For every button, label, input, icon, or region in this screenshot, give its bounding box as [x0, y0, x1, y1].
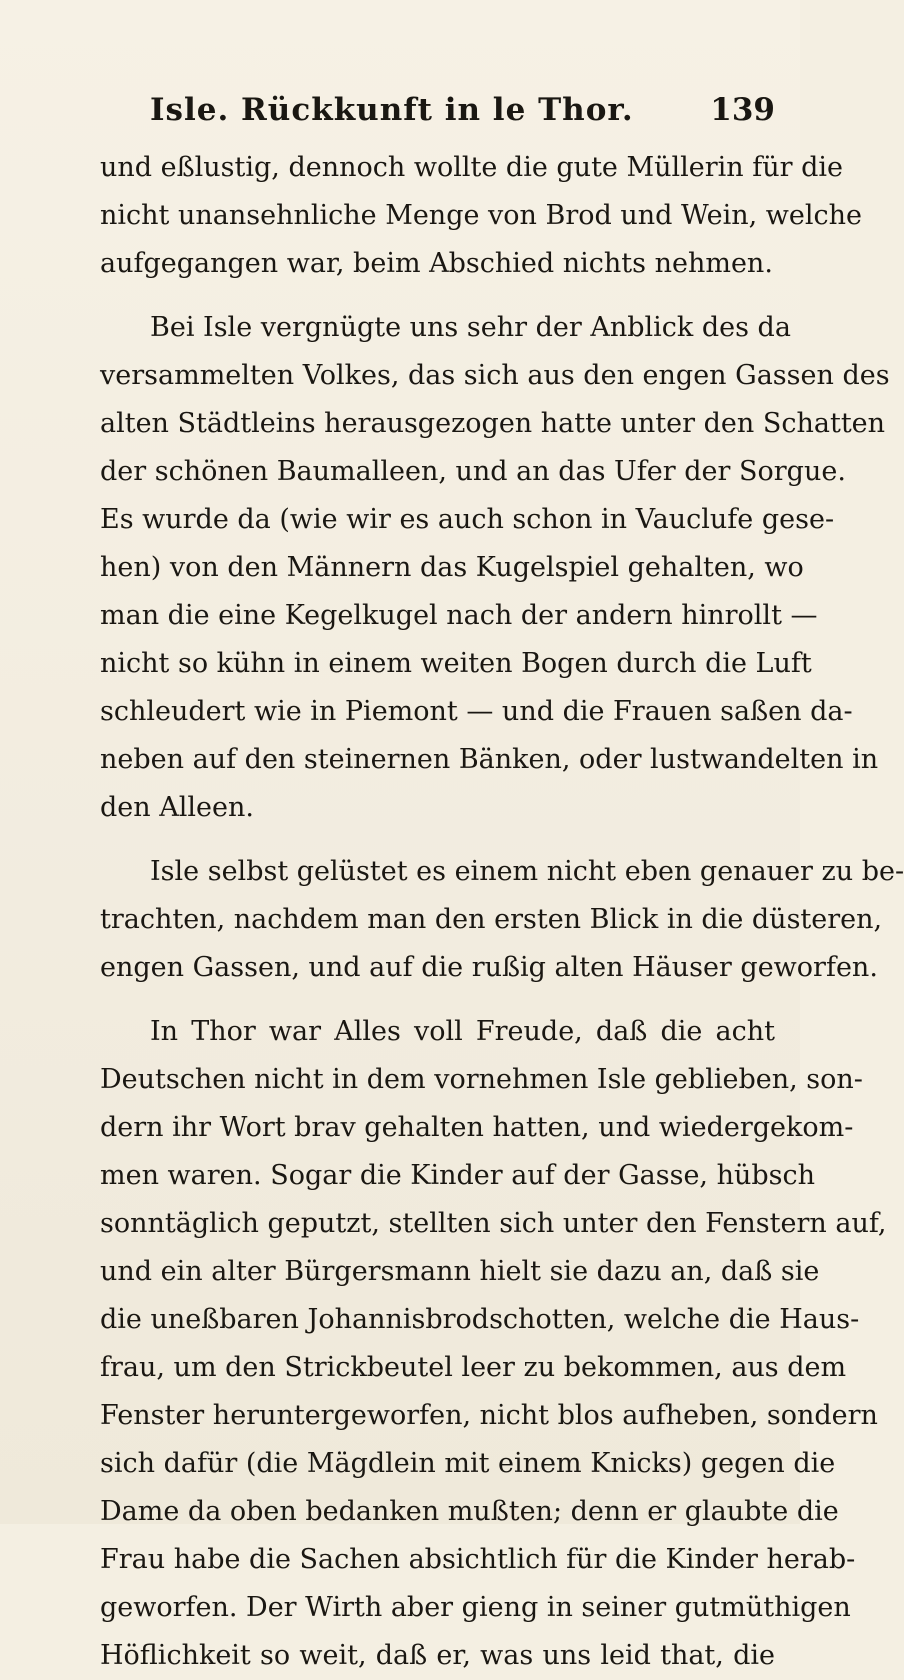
text-line: versammelten Volkes, das sich aus den engen Gassen des: [100, 360, 890, 391]
text-line: sich dafür (die Mägdlein mit einem Knicks) gegen die: [100, 1448, 836, 1479]
paragraph: [100, 304, 890, 832]
text-line: sonntäglich geputzt, stellten sich unter den Fenstern auf,: [100, 1208, 887, 1239]
text-line: trachten, nachdem man den ersten Blick in die düsteren,: [100, 904, 883, 935]
text-line: hen) von den Männern das Kugelspiel gehalten, wo: [100, 552, 804, 583]
text-line: men waren. Sogar die Kinder auf der Gasse, hübsch: [100, 1160, 816, 1191]
text-line: aufgegangen war, beim Abschied nichts nehmen.: [100, 248, 773, 279]
text-line: und ein alter Bürgersmann hielt sie dazu an, daß sie: [100, 1256, 820, 1287]
text-line: schleudert wie in Piemont — und die Frauen saßen da-: [100, 696, 853, 727]
text-line: engen Gassen, und auf die rußig alten Häuser geworfen.: [100, 952, 878, 983]
text-line: Fenster heruntergeworfen, nicht blos aufheben, sondern: [100, 1400, 878, 1431]
text-line: nicht unansehnliche Menge von Brod und Wein, welche: [100, 200, 862, 231]
text-line: alten Städtleins herausgezogen hatte unter den Schatten: [100, 408, 886, 439]
page-header: [150, 92, 775, 136]
text-line: Dame da oben bedanken mußten; denn er glaubte die: [100, 1496, 839, 1527]
page-number: 139: [710, 92, 775, 128]
text-line: Deutschen nicht in dem vornehmen Isle geblieben, son-: [100, 1064, 863, 1095]
body-text: [100, 144, 904, 1680]
text-line: Höflichkeit so weit, daß er, was uns leid that, die: [100, 1640, 775, 1671]
text-line: frau, um den Strickbeutel leer zu bekommen, aus dem: [100, 1352, 847, 1383]
text-line: neben auf den steinernen Bänken, oder lustwandelten in: [100, 744, 879, 775]
text-line: In Thor war Alles voll Freude, daß die acht: [150, 1016, 775, 1047]
running-head: Isle. Rückkunft in le Thor.: [150, 92, 634, 128]
text-line: der schönen Baumalleen, und an das Ufer der Sorgue.: [100, 456, 846, 487]
text-line: dern ihr Wort brav gehalten hatten, und wiedergekom-: [100, 1112, 854, 1143]
paragraph: [100, 144, 862, 288]
text-line: die uneßbaren Johannisbrodschotten, welche die Haus-: [100, 1304, 860, 1335]
text-line: Bei Isle vergnügte uns sehr der Anblick des da: [150, 312, 791, 343]
text-line: Isle selbst gelüstet es einem nicht eben genauer zu be-: [150, 856, 904, 887]
text-line: und eßlustig, dennoch wollte die gute Müllerin für die: [100, 152, 844, 183]
text-line: geworfen. Der Wirth aber gieng in seiner gutmüthigen: [100, 1592, 851, 1623]
text-line: Es wurde da (wie wir es auch schon in Vauclufe gese-: [100, 504, 835, 535]
text-line: nicht so kühn in einem weiten Bogen durch die Luft: [100, 648, 812, 679]
paragraph: [100, 848, 904, 992]
text-line: man die eine Kegelkugel nach der andern hinrollt —: [100, 600, 818, 631]
text-line: Frau habe die Sachen absichtlich für die Kinder herab-: [100, 1544, 856, 1575]
text-line: den Alleen.: [100, 792, 254, 823]
paragraph: [100, 1008, 887, 1680]
